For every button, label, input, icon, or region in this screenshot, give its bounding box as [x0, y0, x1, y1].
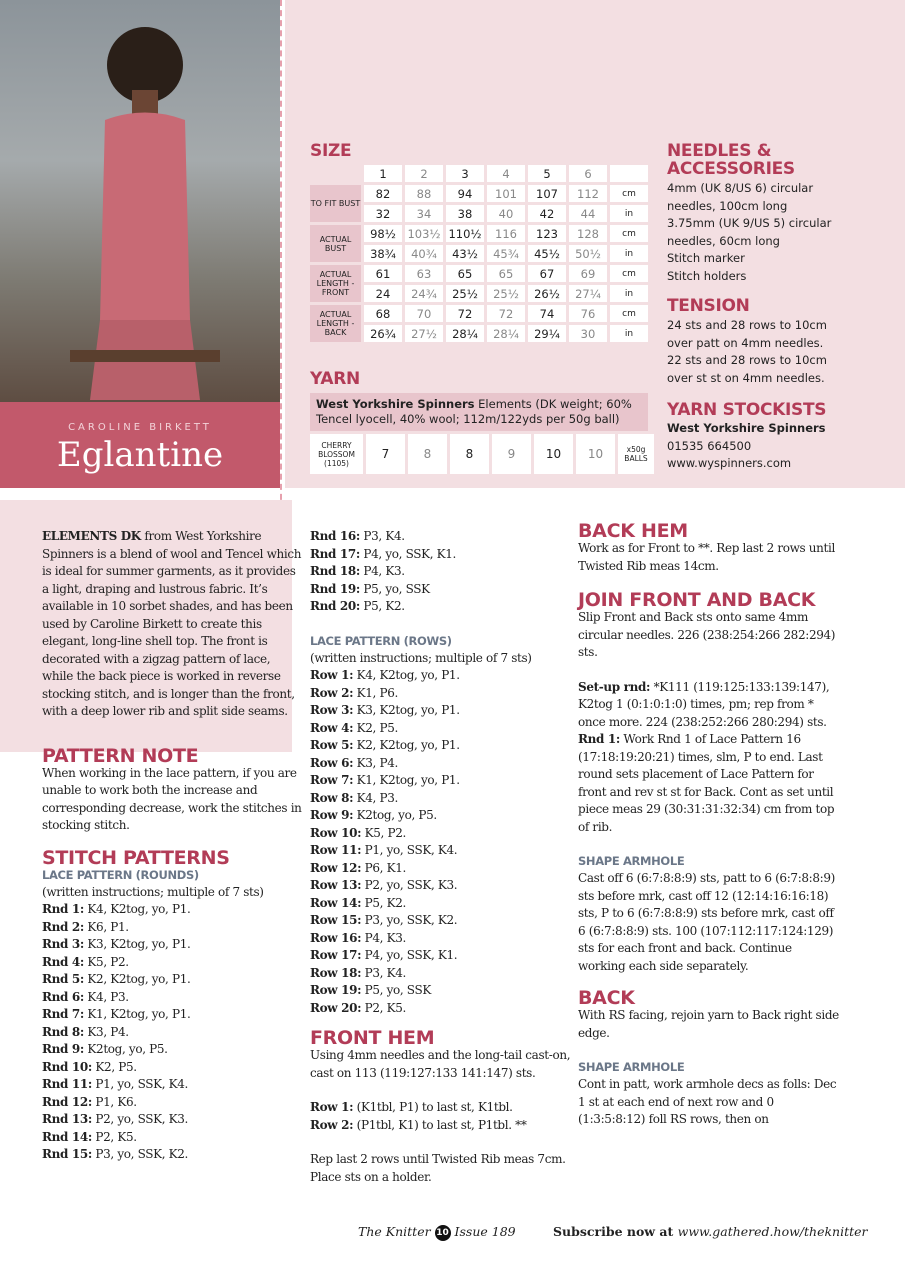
unit-label: in	[610, 245, 648, 262]
size-value: 112	[569, 185, 607, 202]
row-text: P3, yo, SSK, K2.	[361, 913, 458, 927]
pattern-row	[42, 1024, 304, 1042]
row-label: Row 5:	[310, 738, 354, 752]
row-label: Rnd 11:	[42, 1077, 92, 1091]
stockist-website[interactable]: www.wyspinners.com	[667, 456, 792, 470]
row-label: Rnd 19:	[310, 581, 360, 596]
front-hem-repeat: Rep last 2 rows until Twisted Rib meas 7cm. Place sts on a holder.	[310, 1152, 566, 1184]
row-text: P4, yo, SSK, K1.	[359, 546, 457, 561]
pattern-note-text: When working in the lace pattern, if you are unable to work both the increase and corresponding decrease, work the stitches in stocking stitch.	[42, 765, 302, 832]
needles-item: Stitch holders	[667, 268, 747, 283]
row-text: K4, P3.	[83, 989, 129, 1004]
size-value: 32	[364, 205, 402, 222]
pattern-row	[310, 737, 572, 755]
size-value: 63	[405, 265, 443, 282]
row-text: P6, K1.	[361, 860, 406, 875]
pattern-row	[310, 860, 572, 878]
row-text: P5, K2.	[361, 895, 406, 910]
unit-label: in	[610, 285, 648, 302]
size-value: 72	[446, 305, 484, 322]
setup-round	[578, 679, 840, 732]
size-number: 2	[405, 165, 443, 182]
row-text: P5, yo, SSK	[359, 581, 430, 596]
size-value: 38¾	[364, 245, 402, 262]
size-value: 43½	[446, 245, 484, 262]
row-text: P2, K5.	[91, 1129, 137, 1144]
pattern-row	[310, 1000, 572, 1018]
join-text: Slip Front and Back sts onto same 4mm circular needles. 226 (238:254:266 282:294) sts.	[578, 610, 836, 659]
row-label: Rnd 1:	[42, 902, 84, 916]
row-label: Rnd 8:	[42, 1024, 84, 1039]
lace-rows-heading: LACE PATTERN (ROWS)	[310, 633, 452, 648]
row-label: Rnd 12:	[42, 1094, 92, 1109]
yarn-amount: 8	[408, 434, 447, 474]
size-value: 116	[487, 225, 525, 242]
size-value: 103½	[405, 225, 443, 242]
yarn-amounts	[310, 434, 654, 474]
size-value: 69	[569, 265, 607, 282]
stockist-name: West Yorkshire Spinners	[667, 421, 826, 435]
size-value: 74	[528, 305, 566, 322]
pattern-row	[310, 563, 572, 581]
needles-item: 3.75mm (UK 9/US 5) circular needles, 60cm long	[667, 216, 832, 248]
measurement-label: ACTUAL LENGTH - BACK	[310, 305, 361, 342]
row-text: Work Rnd 1 of Lace Pattern 16 (17:18:19:20:21) times, slm, P to end. Last round sets placement of Lace Pattern for front and rev st st for Back. Cont as set until piece meas 29 (30:31:31:32:34) cm from top of rib.	[578, 732, 835, 834]
size-value: 68	[364, 305, 402, 322]
pattern-row	[310, 807, 572, 825]
back-armhole-text: Cont in patt, work armhole decs as folls: Dec 1 st at each end of next row and 0 (1:3:5:8:12) foll RS rows, then on	[578, 1077, 837, 1126]
size-value: 42	[528, 205, 566, 222]
page-number: 10	[435, 1225, 451, 1241]
size-value: 40	[487, 205, 525, 222]
unit-label: in	[610, 205, 648, 222]
row-text: K3, P4.	[353, 755, 398, 770]
pattern-row	[42, 989, 304, 1007]
pattern-row	[310, 965, 572, 983]
size-value: 45½	[528, 245, 566, 262]
subscribe-link[interactable]: www.gathered.how/theknitter	[677, 1224, 868, 1239]
size-value: 128	[569, 225, 607, 242]
yarn-amount: 9	[492, 434, 531, 474]
size-value: 107	[528, 185, 566, 202]
intro-text	[42, 528, 304, 721]
size-value: 70	[405, 305, 443, 322]
pattern-row	[42, 1111, 304, 1129]
pattern-row	[310, 947, 572, 965]
intro-body: from West Yorkshire Spinners is a blend of wool and Tencel which is ideal for summer garments, as it provides a light, draping and lustrous fabric. It’s available in 10 sorbet shades, and has been used by Caroline Birkett to create this elegant, long-line shell top. The front is decorated with a zigzag pattern of lace, while the back piece is worked in reverse stocking stitch, and is longer than the front, with a deep lower rib and split side seams.	[42, 529, 302, 718]
row-label: Row 17:	[310, 948, 362, 962]
row-label: Rnd 1:	[578, 732, 620, 746]
needles-section	[667, 142, 847, 473]
pattern-row	[310, 720, 572, 738]
back-text: With RS facing, rejoin yarn to Back right side edge.	[578, 1008, 839, 1040]
row-label: Rnd 2:	[42, 919, 84, 934]
tension-heading: TENSION	[667, 296, 750, 316]
row-label: Rnd 18:	[310, 564, 360, 578]
row-label: Row 14:	[310, 895, 362, 910]
size-value: 61	[364, 265, 402, 282]
intro-lead: ELEMENTS DK	[42, 529, 141, 543]
size-row	[310, 225, 648, 242]
row-label: Set-up rnd:	[578, 679, 651, 694]
stockists-heading: YARN STOCKISTS	[667, 400, 827, 420]
row-label: Row 1:	[310, 1100, 354, 1114]
footer-magazine	[358, 1224, 516, 1241]
measurement-label: ACTUAL BUST	[310, 225, 361, 262]
size-value: 123	[528, 225, 566, 242]
front-hem-heading: FRONT HEM	[310, 1027, 435, 1049]
pattern-title: Eglantine	[56, 435, 224, 475]
back-heading: BACK	[578, 987, 635, 1009]
row-text: K1, K2tog, yo, P1.	[83, 1007, 191, 1021]
shape-armhole-text: Cast off 6 (6:7:8:8:9) sts, patt to 6 (6:7:8:8:9) sts before mrk, cast off 12 (12:14:16:16:18) sts, P to 6 (6:7:8:8:9) sts before mrk, cast off 6 (6:7:8:8:9) sts. 100 (107:112:117:124:129) sts for each front and back. Continue working each side separately.	[578, 871, 835, 973]
row-text: K1, P6.	[353, 685, 398, 700]
row-label: Row 12:	[310, 860, 362, 875]
yarn-desc: Elements (DK weight; 60% Tencel lyocell, 40% wool; 112m/122yds per 50g ball)	[316, 397, 632, 426]
row-text: K2, K2tog, yo, P1.	[353, 738, 460, 752]
row-text: K6, P1.	[83, 919, 129, 934]
pattern-row	[42, 1059, 304, 1077]
row-label: Row 2:	[310, 1117, 354, 1132]
row-text: K4, P3.	[353, 790, 398, 805]
pattern-row	[42, 1041, 304, 1059]
round-1	[578, 731, 840, 836]
row-text: P5, yo, SSK	[361, 983, 431, 997]
size-value: 44	[569, 205, 607, 222]
row-text: (K1tbl, P1) to last st, K1tbl.	[353, 1100, 513, 1114]
front-hem-row2	[310, 1117, 572, 1135]
yarn-amount: 7	[366, 434, 405, 474]
row-text: P3, K4.	[359, 529, 405, 543]
size-value: 98½	[364, 225, 402, 242]
size-value: 110½	[446, 225, 484, 242]
pattern-row	[310, 842, 572, 860]
row-label: Rnd 13:	[42, 1112, 92, 1126]
row-text: K3, K2tog, yo, P1.	[353, 703, 460, 717]
magazine-name: The Knitter	[358, 1224, 431, 1239]
size-value: 45¾	[487, 245, 525, 262]
pattern-row	[42, 919, 304, 937]
size-value: 27½	[405, 325, 443, 342]
row-label: Row 8:	[310, 790, 354, 805]
model-figure-image	[70, 20, 220, 400]
row-text: K3, P4.	[83, 1024, 129, 1039]
row-text: *K111 (119:125:133:139:147), K2tog 1 (0:1:0:1:0) times, pm; rep from * once more. 224 (238:252:266 280:294) sts.	[578, 679, 830, 729]
pattern-row	[42, 971, 304, 989]
row-text: K2, K2tog, yo, P1.	[83, 972, 191, 986]
size-table	[307, 162, 651, 345]
lace-rounds-intro: (written instructions; multiple of 7 sts)	[42, 884, 264, 899]
join-heading: JOIN FRONT AND BACK	[578, 589, 816, 611]
issue-number: Issue 189	[454, 1224, 516, 1239]
row-text: K4, K2tog, yo, P1.	[353, 668, 460, 682]
row-label: Row 6:	[310, 755, 354, 770]
pattern-row	[310, 755, 572, 773]
row-text: P1, yo, SSK, K4.	[91, 1077, 189, 1091]
subscribe-text: Subscribe now at	[553, 1224, 678, 1239]
yarn-amount: 8	[450, 434, 489, 474]
yarn-description	[310, 393, 648, 431]
pattern-row	[42, 954, 304, 972]
unit-label: cm	[610, 265, 648, 282]
designer-name: CAROLINE BIRKETT	[68, 422, 212, 433]
unit-label: cm	[610, 185, 648, 202]
pattern-row	[42, 901, 304, 919]
yarn-heading: YARN	[310, 369, 360, 389]
pattern-note-heading: PATTERN NOTE	[42, 744, 199, 767]
pattern-row	[310, 912, 572, 930]
row-text: P5, K2.	[359, 599, 405, 613]
pattern-row	[310, 982, 572, 1000]
row-label: Row 16:	[310, 930, 362, 945]
row-label: Rnd 15:	[42, 1147, 92, 1161]
row-text: K2tog, yo, P5.	[353, 808, 437, 822]
unit-label: in	[610, 325, 648, 342]
tension-item: 24 sts and 28 rows to 10cm over patt on 4mm needles.	[667, 318, 827, 350]
row-label: Rnd 6:	[42, 989, 84, 1004]
front-hem-row1	[310, 1099, 572, 1117]
row-text: K4, K2tog, yo, P1.	[83, 902, 191, 916]
row-text: K2tog, yo, P5.	[83, 1042, 168, 1056]
pattern-row	[310, 546, 572, 564]
size-value: 65	[487, 265, 525, 282]
pattern-row	[310, 790, 572, 808]
blank-cell	[310, 165, 361, 182]
row-label: Row 15:	[310, 913, 362, 927]
size-value: 27¼	[569, 285, 607, 302]
size-value: 25½	[487, 285, 525, 302]
size-header-row	[310, 165, 648, 182]
row-label: Rnd 7:	[42, 1007, 84, 1021]
row-label: Row 3:	[310, 703, 354, 717]
pattern-row	[310, 581, 572, 599]
row-text: P2, yo, SSK, K3.	[361, 878, 458, 892]
pattern-row	[310, 685, 572, 703]
row-label: Rnd 10:	[42, 1059, 92, 1074]
row-text: K5, P2.	[361, 825, 406, 840]
size-value: 38	[446, 205, 484, 222]
row-text: K3, K2tog, yo, P1.	[83, 937, 191, 951]
row-text: P4, yo, SSK, K1.	[361, 948, 458, 962]
size-value: 72	[487, 305, 525, 322]
row-label: Row 20:	[310, 1000, 362, 1015]
row-label: Row 9:	[310, 808, 354, 822]
needles-heading: NEEDLES & ACCESSORIES	[667, 141, 795, 179]
column-3	[578, 522, 840, 1129]
lace-rows-intro: (written instructions; multiple of 7 sts)	[310, 650, 532, 665]
pattern-row	[42, 1076, 304, 1094]
pattern-row	[42, 1146, 304, 1164]
pattern-row	[42, 936, 304, 954]
row-text: K2, P5.	[91, 1059, 137, 1074]
back-hem-text: Work as for Front to **. Rep last 2 rows until Twisted Rib meas 14cm.	[578, 541, 835, 573]
pattern-row	[310, 877, 572, 895]
blank-cell	[610, 165, 648, 182]
pattern-row	[42, 1006, 304, 1024]
size-value: 76	[569, 305, 607, 322]
size-value: 30	[569, 325, 607, 342]
size-number: 1	[364, 165, 402, 182]
size-value: 24	[364, 285, 402, 302]
row-text: P4, K3.	[361, 930, 406, 945]
row-label: Row 1:	[310, 668, 354, 682]
size-value: 29¼	[528, 325, 566, 342]
yarn-unit: x50g BALLS	[618, 434, 654, 474]
back-armhole-heading: SHAPE ARMHOLE	[578, 1060, 685, 1074]
pattern-row	[310, 930, 572, 948]
pattern-row	[310, 772, 572, 790]
measurement-label: TO FIT BUST	[310, 185, 361, 222]
size-value: 34	[405, 205, 443, 222]
pattern-row	[310, 667, 572, 685]
row-text: P2, yo, SSK, K3.	[91, 1112, 189, 1126]
row-text: K1, K2tog, yo, P1.	[353, 773, 460, 787]
needles-item: 4mm (UK 8/US 6) circular needles, 100cm long	[667, 181, 814, 213]
size-value: 101	[487, 185, 525, 202]
size-number: 6	[569, 165, 607, 182]
row-text: K2, P5.	[353, 720, 398, 735]
yarn-brand: West Yorkshire Spinners	[316, 397, 475, 411]
row-text: K5, P2.	[83, 954, 129, 969]
lace-rounds-heading: LACE PATTERN (ROUNDS)	[42, 867, 199, 882]
size-value: 28¼	[446, 325, 484, 342]
size-row	[310, 185, 648, 202]
needles-item: Stitch marker	[667, 251, 745, 265]
row-label: Rnd 16:	[310, 529, 360, 543]
row-label: Row 18:	[310, 965, 362, 980]
size-value: 40¾	[405, 245, 443, 262]
row-label: Rnd 5:	[42, 972, 84, 986]
row-label: Rnd 17:	[310, 546, 360, 561]
size-number: 5	[528, 165, 566, 182]
yarn-section	[310, 370, 654, 474]
row-label: Row 10:	[310, 825, 362, 840]
size-value: 94	[446, 185, 484, 202]
pattern-row	[310, 528, 572, 546]
size-section	[310, 142, 651, 345]
row-text: P3, K4.	[361, 965, 406, 980]
title-panel	[0, 402, 280, 488]
pattern-row	[310, 825, 572, 843]
size-value: 65	[446, 265, 484, 282]
row-label: Row 11:	[310, 843, 362, 857]
column-1	[42, 528, 304, 1164]
row-text: P1, yo, SSK, K4.	[361, 843, 458, 857]
row-label: Rnd 3:	[42, 937, 84, 951]
size-value: 28¼	[487, 325, 525, 342]
size-value: 26½	[528, 285, 566, 302]
size-value: 26¾	[364, 325, 402, 342]
unit-label: cm	[610, 305, 648, 322]
row-label: Row 13:	[310, 878, 362, 892]
row-label: Row 2:	[310, 685, 354, 700]
size-value: 82	[364, 185, 402, 202]
size-value: 67	[528, 265, 566, 282]
size-value: 24¾	[405, 285, 443, 302]
yarn-amount: 10	[576, 434, 615, 474]
measurement-label: ACTUAL LENGTH - FRONT	[310, 265, 361, 302]
column-2	[310, 528, 572, 1186]
row-text: P3, yo, SSK, K2.	[91, 1147, 189, 1161]
row-text: P4, K3.	[359, 564, 405, 578]
row-label: Rnd 4:	[42, 954, 84, 969]
size-value: 50½	[569, 245, 607, 262]
size-value: 25½	[446, 285, 484, 302]
front-hem-text: Using 4mm needles and the long-tail cast-on, cast on 113 (119:127:133 141:147) sts.	[310, 1048, 571, 1080]
size-number: 4	[487, 165, 525, 182]
stockist-phone: 01535 664500	[667, 438, 752, 453]
row-label: Row 7:	[310, 773, 354, 787]
row-label: Rnd 20:	[310, 599, 360, 613]
model-photo	[0, 0, 280, 402]
size-row	[310, 265, 648, 282]
row-label: Rnd 14:	[42, 1129, 92, 1144]
row-text: P2, K5.	[361, 1000, 406, 1015]
row-text: (P1tbl, K1) to last st, P1tbl. **	[353, 1117, 527, 1132]
stitch-patterns-heading: STITCH PATTERNS	[42, 846, 230, 869]
yarn-shade: CHERRY BLOSSOM (1105)	[310, 434, 363, 474]
row-text: P1, K6.	[91, 1094, 137, 1109]
row-label: Row 19:	[310, 983, 362, 997]
pattern-row	[310, 598, 572, 616]
row-label: Rnd 9:	[42, 1042, 84, 1056]
size-number: 3	[446, 165, 484, 182]
size-heading: SIZE	[310, 141, 352, 161]
size-value: 88	[405, 185, 443, 202]
yarn-amount: 10	[534, 434, 573, 474]
pattern-row	[310, 702, 572, 720]
pattern-row	[42, 1129, 304, 1147]
row-label: Row 4:	[310, 720, 354, 735]
footer-subscribe	[553, 1224, 868, 1239]
back-hem-heading: BACK HEM	[578, 520, 688, 542]
shape-armhole-heading: SHAPE ARMHOLE	[578, 854, 685, 868]
unit-label: cm	[610, 225, 648, 242]
pattern-row	[310, 895, 572, 913]
tension-item: 22 sts and 28 rows to 10cm over st st on 4mm needles.	[667, 353, 827, 385]
stitch-divider	[280, 0, 286, 510]
pattern-row	[42, 1094, 304, 1112]
size-row	[310, 305, 648, 322]
